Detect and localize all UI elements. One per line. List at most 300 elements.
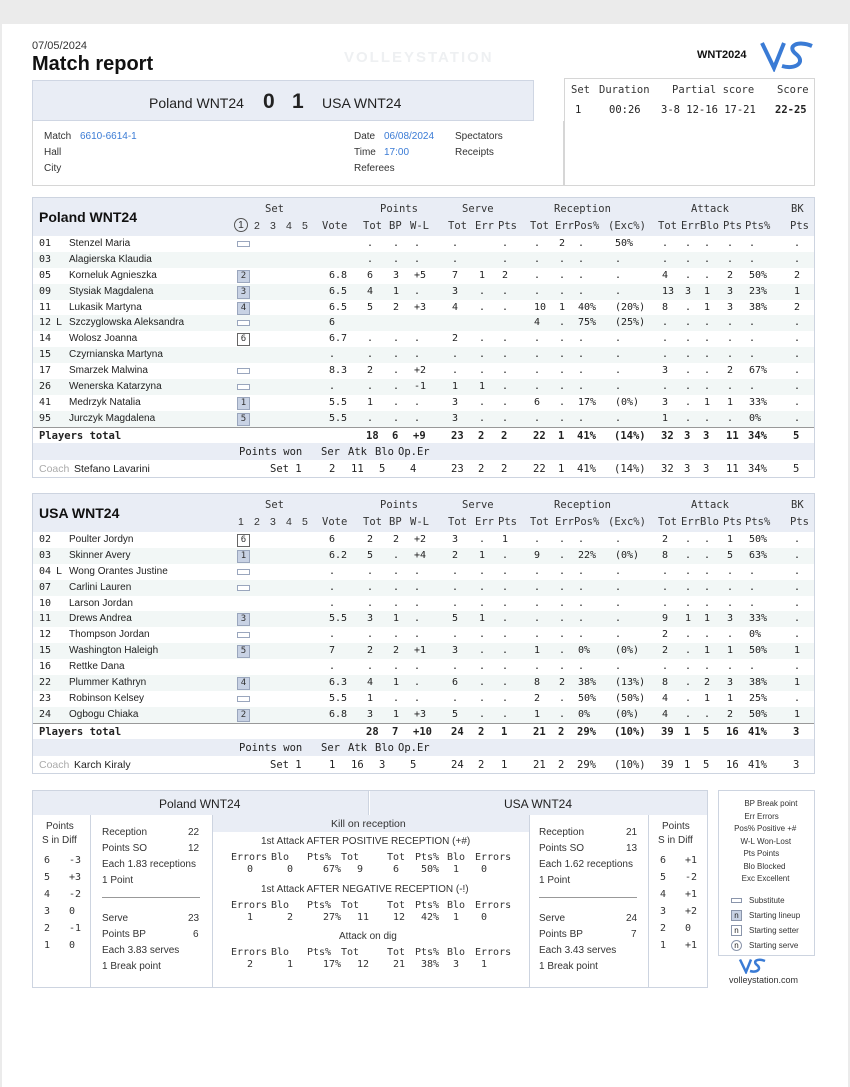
cell-value: . bbox=[479, 396, 486, 408]
kill-left-header: Blo bbox=[271, 852, 290, 863]
kill-title: Kill on reception bbox=[331, 818, 406, 830]
cell-value: . bbox=[578, 534, 585, 545]
cell-value: . bbox=[414, 412, 421, 424]
cell-value: . bbox=[502, 349, 509, 361]
summary-home-name: Poland WNT24 bbox=[159, 797, 241, 811]
cell-value: . bbox=[794, 253, 801, 265]
legend-marker-icon: n bbox=[731, 940, 742, 951]
cell-value: 1 bbox=[794, 677, 801, 689]
player-name: Ogbogu Chiaka bbox=[69, 708, 139, 720]
player-name: Poulter Jordyn bbox=[69, 534, 134, 545]
cell-value: . bbox=[578, 412, 585, 424]
sets-header-score: Score bbox=[777, 84, 809, 96]
points-won-label: Points won bbox=[239, 445, 303, 458]
cell-value: . bbox=[794, 661, 801, 673]
cell-value: . bbox=[452, 581, 459, 593]
cell-value: . bbox=[559, 708, 566, 720]
home-team-name: Poland WNT24 bbox=[149, 95, 244, 111]
cell-value: 1 bbox=[393, 285, 400, 297]
kill-left-value: 2 bbox=[247, 959, 254, 970]
player-row bbox=[33, 707, 814, 723]
cell-value: . bbox=[685, 629, 692, 641]
cell-value: . bbox=[685, 597, 692, 609]
cell-value: . bbox=[479, 349, 486, 361]
cell-value: . bbox=[685, 581, 692, 593]
col-header: Blo bbox=[700, 516, 719, 528]
cell-value: . bbox=[662, 597, 669, 609]
cell-value: . bbox=[559, 565, 566, 577]
col-header: Tot bbox=[530, 516, 549, 528]
cell-value: 3 bbox=[452, 396, 459, 408]
cell-value: 3 bbox=[727, 677, 734, 689]
cell-value: . bbox=[662, 661, 669, 673]
points-won-col: Blo bbox=[375, 445, 394, 458]
player-row bbox=[33, 691, 814, 707]
cell-value: . bbox=[578, 597, 585, 609]
cell-value: . bbox=[502, 253, 509, 265]
set-position-marker: 6 bbox=[237, 534, 250, 547]
home-reception-value: 22 bbox=[188, 827, 200, 838]
cell-value: . bbox=[534, 412, 541, 424]
coach-stat: 3 bbox=[684, 462, 691, 475]
cell-value: . bbox=[452, 692, 459, 704]
rotation-diff: +1 bbox=[685, 889, 698, 900]
cell-value: . bbox=[393, 581, 400, 593]
player-number: 11 bbox=[39, 613, 52, 625]
cell-value: . bbox=[578, 661, 585, 673]
cell-value: . bbox=[578, 253, 585, 265]
cell-value: . bbox=[685, 333, 692, 345]
kill-right-value: 0 bbox=[481, 912, 488, 923]
col-header: BP bbox=[389, 220, 402, 232]
cell-value: . bbox=[393, 396, 400, 408]
cell-value: . bbox=[414, 565, 421, 577]
cell-value: . bbox=[749, 597, 756, 609]
cell-value: 2 bbox=[559, 677, 566, 689]
coach-set: Set 1 bbox=[270, 758, 302, 771]
cell-value: . bbox=[534, 238, 541, 249]
total-value: 3 bbox=[793, 725, 800, 738]
time-value: 17:00 bbox=[384, 147, 410, 158]
player-row bbox=[33, 236, 814, 252]
cell-value: 2 bbox=[727, 365, 734, 377]
cell-value: . bbox=[502, 692, 509, 704]
cell-value: . bbox=[559, 285, 566, 297]
kill-left-header: Errors bbox=[231, 900, 268, 911]
cell-value: . bbox=[662, 381, 669, 393]
cell-value: . bbox=[794, 317, 801, 329]
player-row bbox=[33, 643, 814, 659]
cell-value: . bbox=[534, 381, 541, 393]
cell-value: 1 bbox=[502, 534, 509, 545]
legend-marker-label: Starting serve bbox=[749, 941, 799, 950]
player-name: Stenzel Maria bbox=[69, 238, 131, 249]
kill-right-header: Pts% bbox=[415, 900, 440, 911]
cell-value: . bbox=[414, 661, 421, 673]
coach-stat: 1 bbox=[501, 758, 508, 771]
kill-right-header: Tot bbox=[387, 852, 406, 863]
set-position-marker bbox=[237, 368, 250, 374]
cell-value: 5 bbox=[367, 301, 374, 313]
cell-value: . bbox=[502, 677, 509, 689]
player-number: 09 bbox=[39, 285, 52, 297]
rotation-diff: +1 bbox=[685, 940, 698, 951]
cell-value: 1 bbox=[794, 285, 801, 297]
cell-value: . bbox=[578, 269, 585, 281]
cell-value: . bbox=[502, 333, 509, 345]
home-team-table bbox=[32, 197, 815, 478]
cell-value: 2 bbox=[794, 269, 801, 281]
away-each-rec: Each 1.62 receptions bbox=[539, 859, 633, 870]
coach-stat: 29% bbox=[577, 758, 596, 771]
player-number: 41 bbox=[39, 396, 52, 408]
total-value: 7 bbox=[392, 725, 399, 738]
kill-right-header: Blo bbox=[447, 900, 466, 911]
player-number: 01 bbox=[39, 238, 52, 249]
cell-value: . bbox=[559, 365, 566, 377]
cell-value: . bbox=[704, 333, 711, 345]
cell-value: . bbox=[414, 692, 421, 704]
cell-value: . bbox=[502, 565, 509, 577]
set-col-header: 3 bbox=[270, 220, 276, 232]
cell-value: . bbox=[329, 581, 336, 593]
points-won-oper: 4 bbox=[410, 462, 417, 475]
player-number: 16 bbox=[39, 661, 52, 673]
player-number: 23 bbox=[39, 692, 52, 704]
cell-value: . bbox=[685, 238, 692, 249]
cell-value: . bbox=[452, 349, 459, 361]
cell-value: . bbox=[329, 629, 336, 641]
cell-value: . bbox=[502, 581, 509, 593]
cell-value: . bbox=[393, 412, 400, 424]
cell-value: 2 bbox=[367, 365, 374, 377]
cell-value: . bbox=[794, 565, 801, 577]
cell-value: 38% bbox=[749, 677, 768, 689]
col-header: Pts bbox=[723, 220, 742, 232]
cell-value: . bbox=[479, 677, 486, 689]
player-row bbox=[33, 564, 814, 580]
cell-value: 50% bbox=[749, 645, 768, 657]
cell-value: 8.3 bbox=[329, 365, 348, 377]
player-number: 95 bbox=[39, 412, 52, 424]
cell-value: . bbox=[794, 381, 801, 393]
total-value: 1 bbox=[558, 429, 565, 442]
cell-value: . bbox=[704, 412, 711, 424]
player-row bbox=[33, 268, 814, 284]
player-row bbox=[33, 315, 814, 331]
rotation-diff: 0 bbox=[69, 906, 76, 917]
col-header: Tot bbox=[363, 516, 382, 528]
cell-value: . bbox=[479, 597, 486, 609]
points-won-col: Ser bbox=[321, 445, 340, 458]
coach-stat: 1 bbox=[684, 758, 691, 771]
cell-value: (0%) bbox=[615, 708, 640, 720]
cell-value: . bbox=[479, 301, 486, 313]
match-label: Match bbox=[44, 131, 72, 142]
cell-value: 4 bbox=[534, 317, 541, 329]
points-won-header bbox=[33, 739, 814, 756]
cell-value: . bbox=[578, 381, 585, 393]
player-rows bbox=[33, 236, 814, 427]
group-header: Points bbox=[380, 203, 418, 215]
away-each-serve: Each 3.43 serves bbox=[539, 945, 617, 956]
set-position-marker: 6 bbox=[237, 333, 250, 346]
legend-abbrev: Err bbox=[744, 811, 755, 821]
cell-value: . bbox=[534, 365, 541, 377]
cell-value: . bbox=[559, 581, 566, 593]
cell-value: 63% bbox=[749, 549, 768, 561]
cell-value: . bbox=[479, 285, 486, 297]
player-name: Plummer Kathryn bbox=[69, 677, 147, 689]
legend-abbrev: Blo bbox=[743, 861, 755, 871]
away-one-bp: 1 Break point bbox=[539, 961, 598, 972]
cell-value: . bbox=[615, 629, 622, 641]
player-rows bbox=[33, 532, 814, 723]
coach-stat: 11 bbox=[726, 462, 739, 475]
player-number: 07 bbox=[39, 581, 52, 593]
total-value: 2 bbox=[478, 429, 485, 442]
rotation-diff: -1 bbox=[69, 923, 82, 934]
cell-value: 6.5 bbox=[329, 285, 348, 297]
col-header: W-L bbox=[410, 220, 429, 232]
cell-value: . bbox=[749, 333, 756, 345]
group-header: Attack bbox=[691, 203, 729, 215]
rotation-diff: +2 bbox=[685, 906, 698, 917]
cell-value: . bbox=[794, 396, 801, 408]
col-header: Pts% bbox=[745, 516, 771, 528]
group-header: BK bbox=[791, 499, 804, 511]
away-so-label: Points SO bbox=[539, 843, 585, 854]
cell-value: . bbox=[704, 581, 711, 593]
points-won-atk: 16 bbox=[351, 758, 364, 771]
rotation-diff: -2 bbox=[685, 872, 698, 883]
competition-name: WNT2024 bbox=[697, 49, 747, 61]
kill-right-header: Tot bbox=[387, 947, 406, 958]
cell-value: 67% bbox=[749, 365, 768, 377]
player-row bbox=[33, 627, 814, 643]
cell-value: . bbox=[502, 645, 509, 657]
player-number: 11 bbox=[39, 301, 52, 313]
cell-value: . bbox=[615, 333, 622, 345]
cell-value: . bbox=[534, 285, 541, 297]
cell-value: . bbox=[685, 645, 692, 657]
sets-header-partial: Partial score bbox=[672, 84, 755, 96]
team-name: USA WNT24 bbox=[39, 505, 120, 521]
cell-value: . bbox=[559, 349, 566, 361]
points-won-header bbox=[33, 443, 814, 460]
cell-value: . bbox=[414, 238, 421, 249]
points-won-col: Op.Er bbox=[398, 741, 430, 754]
kill-left-value: 27% bbox=[323, 912, 342, 923]
set-position-marker: 4 bbox=[237, 677, 250, 690]
away-serve-label: Serve bbox=[539, 913, 566, 924]
cell-value: 1 bbox=[727, 645, 734, 657]
cell-value: . bbox=[367, 661, 374, 673]
points-won-col: Op.Er bbox=[398, 445, 430, 458]
kill-right-value: 0 bbox=[481, 864, 488, 875]
cell-value: 25% bbox=[749, 692, 768, 704]
report-date: 07/05/2024 bbox=[32, 40, 88, 52]
cell-value: 8 bbox=[534, 677, 541, 689]
col-header: Tot bbox=[448, 220, 467, 232]
cell-value: . bbox=[685, 317, 692, 329]
cell-value: 1 bbox=[479, 381, 486, 393]
player-number: 05 bbox=[39, 269, 52, 281]
cell-value: . bbox=[559, 333, 566, 345]
player-name: Wolosz Joanna bbox=[69, 333, 138, 345]
rotation-index: 1 bbox=[660, 940, 667, 951]
player-name: Drews Andrea bbox=[69, 613, 132, 625]
player-number: 04 bbox=[39, 565, 52, 577]
player-row bbox=[33, 252, 814, 268]
home-rotation bbox=[33, 815, 91, 987]
col-header: Pts bbox=[790, 516, 809, 528]
cell-value: . bbox=[414, 285, 421, 297]
score-banner bbox=[32, 80, 534, 121]
cell-value: . bbox=[502, 412, 509, 424]
coach-stat: 2 bbox=[478, 462, 485, 475]
kill-right-value: 3 bbox=[453, 959, 460, 970]
cell-value: . bbox=[662, 581, 669, 593]
cell-value: 2 bbox=[704, 677, 711, 689]
cell-value: . bbox=[685, 549, 692, 561]
cell-value: +2 bbox=[414, 534, 427, 545]
coach-set: Set 1 bbox=[270, 462, 302, 475]
cell-value: . bbox=[794, 365, 801, 377]
kill-right-header: Tot bbox=[387, 900, 406, 911]
cell-value: . bbox=[685, 661, 692, 673]
team-header bbox=[33, 198, 814, 236]
cell-value: . bbox=[559, 549, 566, 561]
cell-value: 1 bbox=[393, 708, 400, 720]
player-name: Czyrnianska Martyna bbox=[69, 349, 163, 361]
cell-value: . bbox=[794, 692, 801, 704]
cell-value: . bbox=[704, 253, 711, 265]
cell-value: 1 bbox=[662, 412, 669, 424]
libero-flag: L bbox=[56, 565, 63, 577]
total-value: 32 bbox=[661, 429, 674, 442]
player-number: 12 bbox=[39, 629, 52, 641]
cell-value: 1 bbox=[704, 645, 711, 657]
cell-value: . bbox=[704, 661, 711, 673]
match-id: 6610-6614-1 bbox=[80, 131, 137, 142]
player-row bbox=[33, 347, 814, 363]
player-name: Thompson Jordan bbox=[69, 629, 150, 641]
city-label: City bbox=[44, 163, 62, 174]
report-title: Match report bbox=[32, 53, 154, 75]
col-header: Tot bbox=[530, 220, 549, 232]
cell-value: . bbox=[685, 301, 692, 313]
cell-value: 0% bbox=[749, 412, 762, 424]
player-number: 15 bbox=[39, 645, 52, 657]
col-header: Vote bbox=[322, 220, 348, 232]
col-header: Tot bbox=[363, 220, 382, 232]
kill-right-header: Errors bbox=[475, 852, 512, 863]
total-value: 5 bbox=[793, 429, 800, 442]
col-header: (Exc%) bbox=[608, 220, 646, 232]
player-number: 12 bbox=[39, 317, 52, 329]
cell-value: 6 bbox=[329, 317, 336, 329]
kill-left-header: Pts% bbox=[307, 900, 332, 911]
cell-value: . bbox=[452, 238, 459, 249]
cell-value: 4 bbox=[662, 708, 669, 720]
coach-stat: 3 bbox=[703, 462, 710, 475]
cell-value: 40% bbox=[578, 301, 597, 313]
cell-value: . bbox=[727, 581, 734, 593]
cell-value: . bbox=[704, 317, 711, 329]
cell-value: . bbox=[479, 333, 486, 345]
cell-value: 23% bbox=[749, 285, 768, 297]
cell-value: . bbox=[727, 629, 734, 641]
cell-value: . bbox=[502, 549, 509, 561]
sets-header-duration: Duration bbox=[599, 84, 650, 96]
cell-value: . bbox=[534, 534, 541, 545]
set-position-marker bbox=[237, 569, 250, 575]
libero-flag: L bbox=[56, 317, 63, 329]
cell-value: . bbox=[794, 412, 801, 424]
total-value: 21 bbox=[533, 725, 546, 738]
cell-value: 1 bbox=[479, 269, 486, 281]
set-position-marker: 2 bbox=[237, 709, 250, 722]
points-won-col: Ser bbox=[321, 741, 340, 754]
home-so-label: Points SO bbox=[102, 843, 148, 854]
home-serve-value: 23 bbox=[188, 913, 200, 924]
cell-value: 2 bbox=[393, 301, 400, 313]
coach-stat: 32 bbox=[661, 462, 674, 475]
total-value: 1 bbox=[684, 725, 691, 738]
player-name: Carlini Lauren bbox=[69, 581, 132, 593]
cell-value: . bbox=[794, 597, 801, 609]
coach-stat: 39 bbox=[661, 758, 674, 771]
player-name: Skinner Avery bbox=[69, 549, 131, 561]
kill-left-value: 1 bbox=[287, 959, 294, 970]
cell-value: . bbox=[727, 349, 734, 361]
cell-value: . bbox=[685, 381, 692, 393]
total-value: 6 bbox=[392, 429, 399, 442]
player-row bbox=[33, 411, 814, 427]
rotation-index: 2 bbox=[44, 923, 51, 934]
cell-value: 22% bbox=[578, 549, 597, 561]
cell-value: 1 bbox=[559, 301, 566, 313]
cell-value: 6 bbox=[452, 677, 459, 689]
player-row bbox=[33, 395, 814, 411]
set-col-header: 3 bbox=[270, 516, 276, 528]
cell-value: . bbox=[727, 333, 734, 345]
set-col-header: 2 bbox=[254, 516, 260, 528]
cell-value: . bbox=[414, 613, 421, 625]
cell-value: . bbox=[479, 692, 486, 704]
footer-site: volleystation.com bbox=[729, 975, 799, 985]
total-value: 22 bbox=[533, 429, 546, 442]
cell-value: . bbox=[452, 629, 459, 641]
kill-section-title: 1st Attack AFTER NEGATIVE RECEPTION (-!) bbox=[261, 884, 469, 895]
cell-value: . bbox=[794, 238, 801, 249]
cell-value: . bbox=[615, 534, 622, 545]
cell-value: +4 bbox=[414, 549, 427, 561]
total-value: 5 bbox=[703, 725, 710, 738]
player-row bbox=[33, 532, 814, 548]
cell-value: 38% bbox=[578, 677, 597, 689]
player-number: 02 bbox=[39, 534, 52, 545]
cell-value: 1 bbox=[685, 613, 692, 625]
cell-value: . bbox=[534, 269, 541, 281]
total-value: (14%) bbox=[614, 429, 646, 442]
summary-home-header bbox=[33, 791, 369, 815]
coach-stat: 21 bbox=[533, 758, 546, 771]
coach-stat: 5 bbox=[703, 758, 710, 771]
cell-value: . bbox=[559, 661, 566, 673]
away-sets-won: 1 bbox=[292, 90, 304, 113]
